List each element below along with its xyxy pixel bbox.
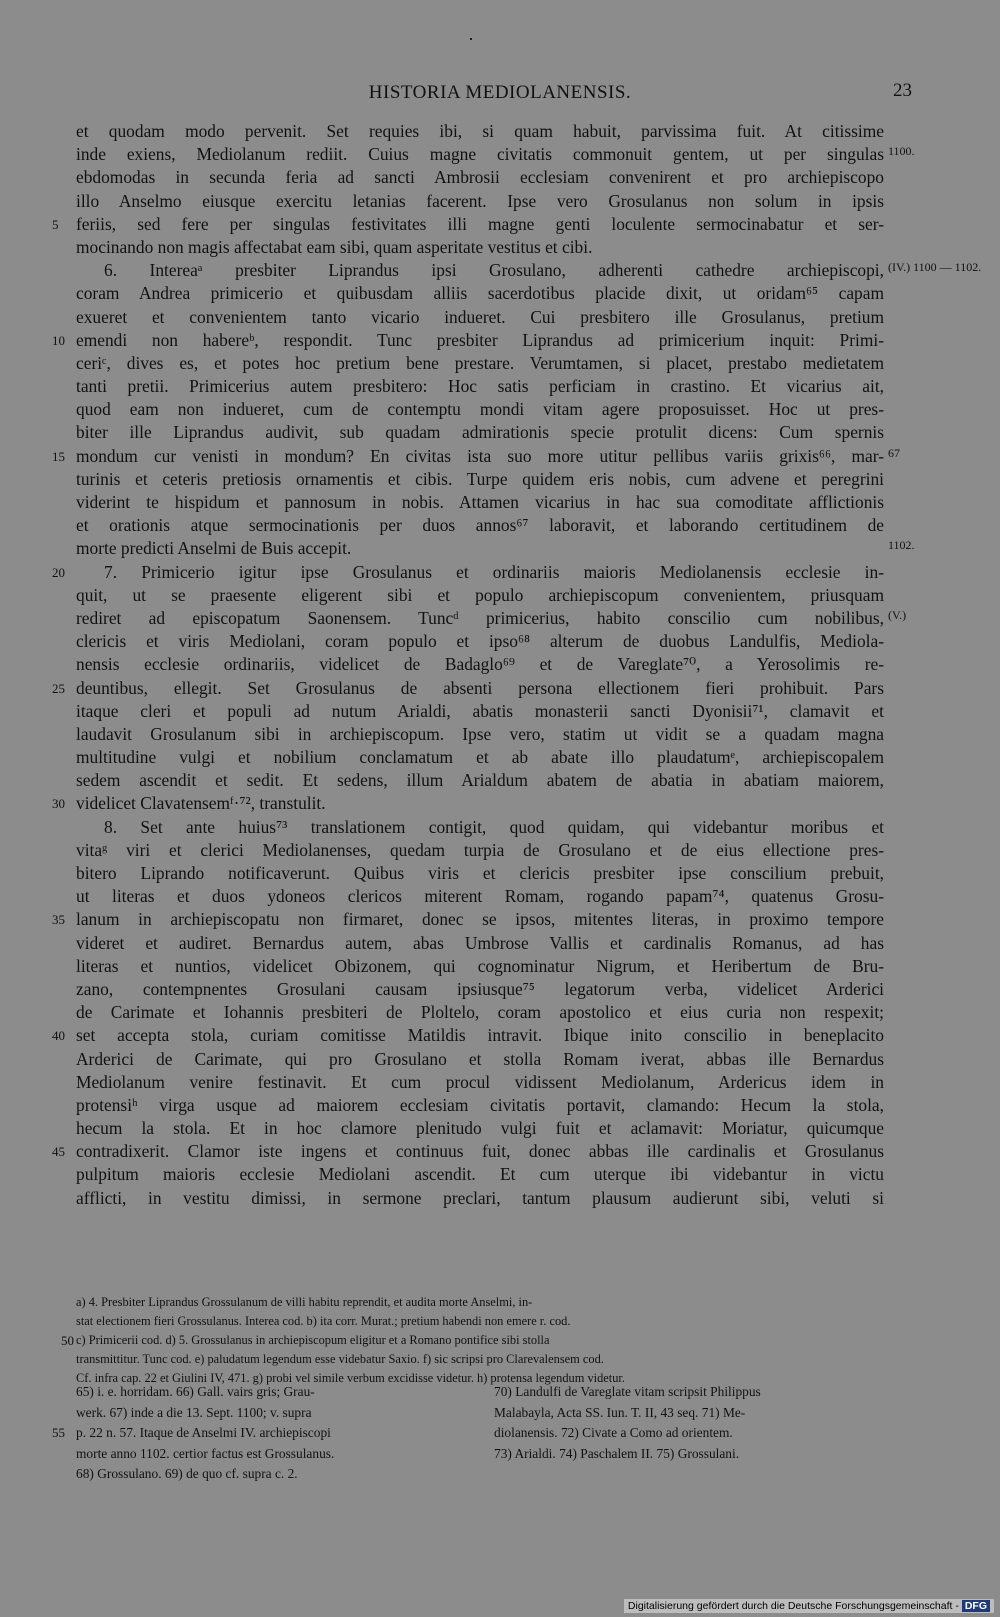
margin-note: [888, 978, 940, 980]
margin-note: (IV.) 1100 — 1102.: [888, 260, 982, 275]
note-line: [494, 1382, 900, 1403]
text-line: [60, 885, 940, 908]
line-text: feriis, sed fere per singulas festivitates illi magne genti loculente sermocinabatur et ser-: [76, 213, 884, 234]
text-line: [52, 1024, 940, 1047]
margin-note: 1100.: [888, 144, 915, 159]
footnote-line: [60, 1331, 940, 1350]
margin-note: [888, 236, 940, 238]
margin-note: [888, 120, 940, 122]
margin-note: [888, 421, 940, 423]
line-number: 25: [52, 680, 65, 696]
text-line: [60, 1187, 940, 1210]
line-text: 8. Set ante huius⁷³ translationem contigit, quod quidam, qui videbantur moribus et: [104, 816, 884, 837]
footnote-text: a) 4. Presbiter Liprandus Grossulanum de villi habitu reprendit, et audita morte Anselmi, in-: [76, 1295, 533, 1309]
text-line: [52, 213, 940, 236]
line-text: Mediolanum venire festinavit. Et cum procul vidissent Mediolanum, Ardericus idem in: [76, 1071, 884, 1092]
footnote-line: [60, 1312, 940, 1331]
line-text: bitero Liprando notificaverunt. Quibus viris et clericis presbiter ipse conscilium prebuit,: [76, 863, 884, 883]
note-line: [76, 1403, 482, 1424]
line-text: inde exiens, Mediolanum rediit. Cuius magne civitatis commonuit gentem, ut per singulas: [76, 144, 884, 165]
margin-note: [888, 584, 940, 586]
text-line: [60, 421, 940, 444]
line-text: lanum in archiepiscopatu non firmaret, donec se ipsos, mitentes literas, in proximo tempore: [76, 909, 884, 930]
margin-note: [888, 1024, 940, 1026]
text-line: [60, 468, 940, 491]
text-line: [60, 282, 940, 305]
text-line: [60, 1071, 940, 1094]
main-text: [52, 120, 982, 1210]
footnote-line: [60, 1350, 940, 1369]
footnote-text: c) Primicerii cod. d) 5. Grossulanus in archiepiscopum eligitur et a Romano pontifice sibi stolla: [76, 1333, 550, 1347]
footnote-text: Cf. infra cap. 22 et Giulini IV, 471. g) probi vel simile verbum excidisse videtur. h) protensa legendum videtur.: [76, 1371, 625, 1385]
line-text: biter ille Liprandus audivit, sub quadam admirationis specie protulit dicens: Cum spernis: [76, 422, 884, 443]
footnote-text: stat electionem fieri Grossulanus. Interea cod. b) ita corr. Murat.; pretium habendi non emere r. cod.: [76, 1314, 571, 1328]
note-text: p. 22 n. 57. Itaque de Anselmi IV. archiepiscopi: [76, 1425, 331, 1440]
margin-note: [888, 908, 940, 910]
line-text: clericis et viris Mediolani, coram populo et ipso⁶⁸ alterum de duobus Landulfis, Mediola-: [76, 631, 884, 652]
footnote-line: [60, 1293, 940, 1312]
text-line: [60, 862, 940, 885]
line-text: Arderici de Carimate, qui pro Grosulano et stolla Romam iverat, abbas ille Bernardus: [76, 1048, 884, 1069]
margin-note: [888, 792, 940, 794]
text-line: [60, 1094, 940, 1117]
line-text: tanti pretii. Primicerius autem presbitero: Hoc satis perficiam in crastino. Et vicarius ait,: [76, 376, 884, 397]
text-line: [60, 537, 940, 560]
text-line: [60, 932, 940, 955]
note-line: [52, 1423, 482, 1444]
line-text: nensis ecclesie ordinariis, videlicet de Badaglo⁶⁹ et de Vareglate⁷⁰, a Yerosolimis re-: [76, 654, 884, 675]
line-number: 30: [52, 796, 65, 812]
margin-note: [888, 1071, 940, 1073]
line-text: protensiʰ virga usque ad maiorem ecclesiam civitatis portavit, clamando: Hecum la stola,: [76, 1094, 884, 1115]
line-text: afflicti, in vestitu dimissi, in sermone preclari, tantum plausum audierunt sibi, veluti si: [76, 1187, 884, 1208]
margin-note: [888, 468, 940, 470]
text-line: [60, 306, 940, 329]
margin-note: [888, 213, 940, 215]
page-header: [60, 82, 940, 110]
footer-text: Digitalisierung gefördert durch die Deutsche Forschungsgemeinschaft -: [627, 1600, 959, 1612]
text-line: [60, 491, 940, 514]
line-number: 55: [52, 1425, 65, 1440]
critical-apparatus: [60, 1293, 940, 1388]
line-text: exueret et convenientem tanto vicario indueret. Cui presbitero ille Grosulanus, pretium: [76, 306, 884, 327]
text-line: [52, 561, 940, 584]
margin-note: [888, 885, 940, 887]
margin-note: [888, 514, 940, 516]
line-text: videlicet Clavatensemᶠ·⁷², transtulit.: [76, 793, 326, 814]
dfg-logo: DFG: [962, 1600, 990, 1612]
text-line: [60, 955, 940, 978]
line-text: viderint te hispidum et pannosum in nobis. Attamen vicarius in hac sua comoditate afflictionis: [76, 492, 884, 512]
margin-note: [888, 677, 940, 679]
text-line: [60, 816, 940, 839]
line-text: videret et audiret. Bernardus autem, abas Umbrose Vallis et cardinalis Romanus, ad has: [76, 932, 884, 953]
text-line: [60, 259, 982, 282]
historical-notes: [52, 1382, 940, 1485]
text-line: [60, 1163, 940, 1186]
line-text: de Carimate et Iohannis presbiteri de Ploltelo, coram apostolico et eius curia non respexit;: [76, 1002, 884, 1023]
line-text: laudavit Grosulanum sibi in archiepiscopum. Ipse vero, statim ut vidit se a quadam magna: [76, 723, 884, 744]
note-text: 73) Arialdi. 74) Paschalem II. 75) Grossulani.: [494, 1445, 740, 1461]
line-text: turinis et ceteris pretiosis ornamentis et cibis. Turpe quidem eris nobis, cum advene et peregrini: [76, 468, 884, 489]
margin-note: [888, 1094, 940, 1096]
line-text: coram Andrea primicerio et quibusdam alliis sacerdotibus placide dixit, ut oridam⁶⁵ capam: [76, 283, 884, 304]
text-line: [60, 700, 940, 723]
margin-note: (V.): [888, 607, 907, 622]
text-line: [60, 352, 940, 375]
line-text: literas et nuntios, videlicet Obizonem, qui cognominatur Nigrum, et Heribertum de Bru-: [76, 955, 884, 976]
text-line: [52, 908, 940, 931]
note-line: [76, 1382, 482, 1403]
note-text: 65) i. e. horridam. 66) Gall. vairs gris; Grau-: [76, 1384, 315, 1399]
margin-note: [888, 561, 940, 563]
margin-note: [888, 375, 940, 377]
note-text: 70) Landulfi de Vareglate vitam scripsit Philippus: [494, 1384, 761, 1399]
line-text: contradixerit. Clamor iste ingens et continuus fuit, donec abbas ille cardinalis et Grosulanus: [76, 1141, 884, 1162]
line-text: rediret ad episcopatum Saonensem. Tuncᵈ primicerius, habito conscilio cum nobilibus,: [76, 607, 884, 628]
note-text: Malabayla, Acta SS. Iun. T. II, 43 seq. 71) Me-: [494, 1404, 746, 1420]
line-text: ceriᶜ, dives es, et potes hoc pretium bene prestare. Verumtamen, si placet, prestabo medietatem: [76, 352, 884, 373]
text-line: [60, 653, 940, 676]
notes-right-column: [494, 1382, 900, 1485]
line-number: 10: [52, 332, 65, 348]
line-text: quod eam non indueret, cum de contemptu mondi vitam agere proposuisset. Hoc ut pres-: [76, 399, 884, 420]
margin-note: [888, 932, 940, 934]
book-page: [52, 30, 982, 1590]
text-line: [60, 1117, 940, 1140]
margin-note: [888, 700, 940, 702]
margin-note: [888, 398, 940, 400]
line-number: 50: [61, 1333, 74, 1348]
line-text: itaque cleri et populi ad nutum Arialdi, abatis monasterii sancti Dyonisii⁷¹, clamavit et: [76, 700, 884, 721]
margin-note: [888, 653, 940, 655]
line-text: et quodam modo pervenit. Set requies ibi, si quam habuit, parvissima fuit. At citissime: [76, 121, 884, 141]
line-number: 40: [52, 1028, 65, 1044]
text-line: [60, 190, 940, 213]
line-text: emendi non habereᵇ, respondit. Tunc presbiter Liprandus ad primicerium inquit: Primi-: [76, 329, 884, 350]
line-number: 20: [52, 564, 65, 580]
text-line: [60, 723, 940, 746]
margin-note: [888, 190, 940, 192]
notes-left-column: [52, 1382, 482, 1485]
text-line: [60, 1001, 940, 1024]
margin-note: 67: [888, 445, 900, 460]
note-text: werk. 67) inde a die 13. Sept. 1100; v. supra: [76, 1404, 312, 1420]
margin-note: [888, 839, 940, 841]
line-number: 15: [52, 448, 65, 464]
margin-note: [888, 746, 940, 748]
margin-note: [888, 1048, 940, 1050]
margin-note: [888, 862, 940, 864]
running-title: HISTORIA MEDIOLANENSIS.: [368, 82, 632, 103]
margin-note: 1102.: [888, 538, 915, 553]
margin-note: [888, 491, 940, 493]
margin-note: [888, 769, 940, 771]
text-line: [60, 839, 940, 862]
note-line: [494, 1403, 900, 1424]
note-line: [494, 1423, 900, 1444]
text-line: [52, 1140, 940, 1163]
line-text: deuntibus, ellegit. Set Grosulanus de absenti persona ellectionem fieri prohibuit. Pars: [76, 677, 884, 698]
margin-note: [888, 1140, 940, 1142]
margin-note: [888, 1163, 940, 1165]
line-text: set accepta stola, curiam comitisse Matildis intravit. Ibique inito conscilio in beneplacito: [76, 1025, 884, 1046]
margin-note: [888, 306, 940, 308]
text-line: [60, 166, 940, 189]
note-line: [76, 1444, 482, 1465]
note-text: 68) Grossulano. 69) de quo cf. supra c. 2.: [76, 1466, 298, 1481]
margin-note: [888, 723, 940, 725]
text-line: [60, 375, 940, 398]
line-text: sedem ascendit et sedit. Et sedens, illum Arialdum abatem de abatia in abatiam maiorem,: [76, 770, 884, 791]
note-line: [494, 1444, 900, 1465]
line-number: 35: [52, 912, 65, 928]
note-line: [76, 1464, 482, 1485]
line-text: quit, ut se praesente eligerent sibi et populo archiepiscopum convenientem, priusquam: [76, 584, 884, 605]
line-text: multitudine vulgi et nobilium conclamatum et ab abate illo plaudatumᵉ, archiepiscopalem: [76, 747, 884, 768]
text-line: [60, 143, 940, 166]
text-line: [60, 630, 940, 653]
page-number: 23: [893, 80, 912, 101]
margin-note: [888, 1001, 940, 1003]
margin-note: [888, 1187, 940, 1189]
text-line: [60, 769, 940, 792]
margin-note: [888, 816, 940, 818]
line-number: 45: [52, 1144, 65, 1160]
text-line: [60, 978, 940, 1001]
text-line: [60, 1048, 940, 1071]
margin-note: [888, 166, 940, 168]
text-line: [60, 584, 940, 607]
line-text: hecum la stola. Et in hoc clamore plenitudo vulgi fuit et aclamavit: Moriatur, quicumque: [76, 1118, 884, 1139]
line-text: zano, contempnentes Grosulani causam ipsiusque⁷⁵ legatorum verba, videlicet Arderici: [76, 978, 884, 999]
footnote-text: transmittitur. Tunc cod. e) paludatum legendum esse videbatur Saxio. f) sic scripsi pro Clarevalensem cod.: [76, 1352, 604, 1366]
text-line: [60, 236, 940, 259]
text-line: [60, 514, 940, 537]
line-text: vitaᵍ viri et clerici Mediolanenses, quedam turpia de Grosulano et de eius ellectione pres-: [76, 839, 884, 860]
text-line: [52, 677, 940, 700]
note-text: morte anno 1102. certior factus est Grossulanus.: [76, 1445, 335, 1461]
margin-note: [888, 282, 940, 284]
text-line: [52, 329, 940, 352]
margin-note: [888, 352, 940, 354]
line-text: ut literas et duos ydoneos clericos miterent Romam, rogando papam⁷⁴, quatenus Grosu-: [76, 886, 884, 907]
text-line: [52, 445, 940, 468]
text-line: [60, 398, 940, 421]
line-text: 7. Primicerio igitur ipse Grosulanus et ordinariis maioris Mediolanensis ecclesie in-: [104, 561, 884, 582]
line-text: et orationis atque sermocinationis per duos annos⁶⁷ laboravit, et laborando certitudinem de: [76, 515, 884, 536]
line-text: mondum cur venisti in mondum? En civitas ista suo more utitur pellibus variis grixis⁶⁶, mar-: [76, 445, 884, 466]
line-number: 5: [52, 216, 59, 232]
margin-note: [888, 1117, 940, 1119]
line-text: pulpitum maioris ecclesie Mediolani ascendit. Et cum uterque ibi videbantur in victu: [76, 1164, 884, 1185]
text-line: [60, 120, 940, 143]
margin-note: [888, 329, 940, 331]
line-text: ebdomodas in secunda feria ad sancti Ambrosii ecclesiam convenirent et pro archiepiscopo: [76, 167, 884, 188]
text-line: [60, 607, 940, 630]
margin-note: [888, 630, 940, 632]
line-text: illo Anselmo eiusque exercitu letanias facerent. Ipse vero Grosulanus non solum in ipsis: [76, 190, 884, 211]
text-line: [60, 746, 940, 769]
digitization-footer: [624, 1599, 994, 1613]
text-line: [52, 792, 940, 815]
line-text: mocinando non magis affectabat eam sibi, quam asperitate vestitus et cibi.: [76, 236, 593, 257]
note-text: diolanensis. 72) Civate a Como ad orientem.: [494, 1425, 733, 1440]
margin-note: [888, 955, 940, 957]
line-text: morte predicti Anselmi de Buis accepit.: [76, 538, 352, 559]
line-text: 6. Intereaᵃ presbiter Liprandus ipsi Grosulano, adherenti cathedre archiepiscopi,: [104, 260, 884, 281]
